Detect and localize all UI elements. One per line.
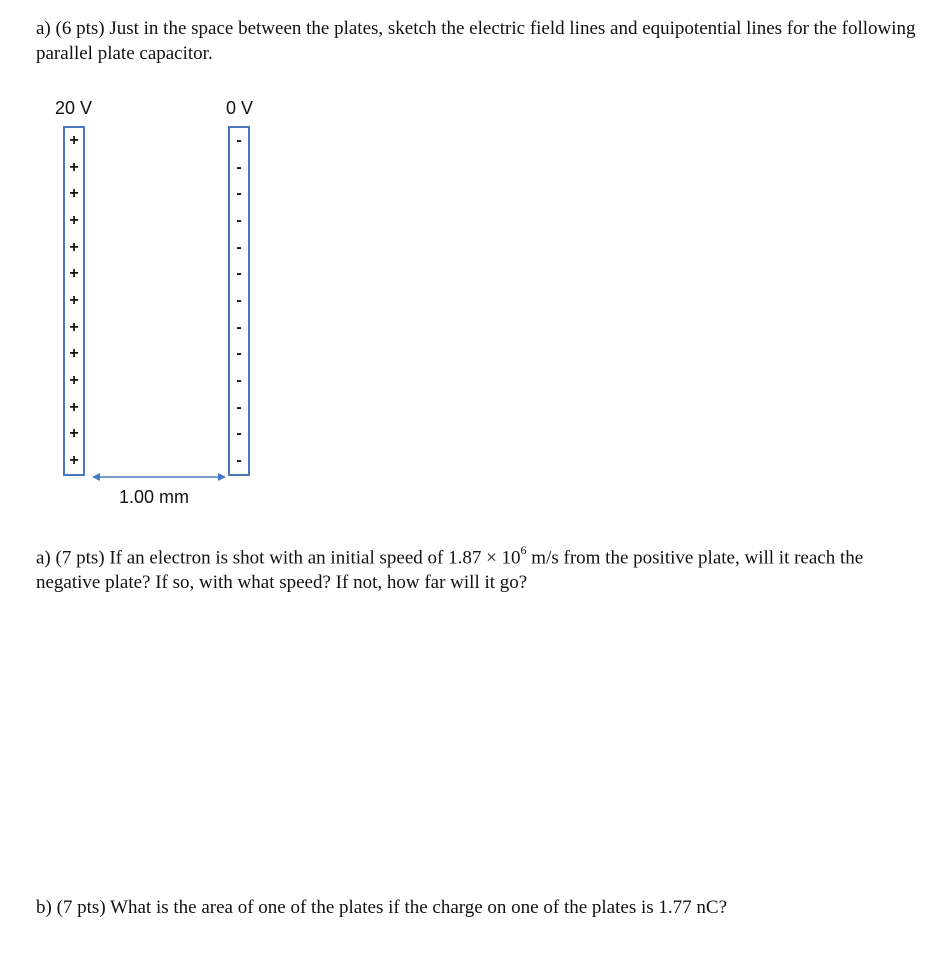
- negative-charge: -: [236, 318, 242, 336]
- positive-charge: +: [69, 185, 79, 203]
- plate-separation-label: 1.00 mm: [119, 487, 190, 507]
- positive-charge: +: [69, 265, 79, 283]
- negative-charge: -: [236, 265, 242, 283]
- negative-charge: -: [236, 371, 242, 389]
- question-electron-text-end: m/s from the positive plate, will it reach the negative plate? If so, with what speed? If not, how far will it go?: [36, 547, 864, 594]
- positive-charge: +: [69, 318, 79, 336]
- arrow-head-left-icon: [92, 473, 100, 481]
- negative-charge: -: [236, 158, 242, 176]
- positive-charge: +: [69, 132, 79, 149]
- arrow-head-right-icon: [218, 473, 226, 481]
- positive-charge: +: [69, 291, 79, 309]
- question-electron-text-start: a) (7 pts) If an electron is shot with an initial speed of 1.87 × 10: [36, 547, 521, 569]
- negative-charge: -: [236, 451, 242, 469]
- positive-charge: +: [69, 158, 79, 176]
- negative-charge: -: [236, 398, 242, 416]
- positive-charge: +: [69, 238, 79, 256]
- positive-charge: +: [69, 345, 79, 363]
- negative-charge: -: [236, 211, 242, 229]
- left-plate-voltage: 20 V: [55, 98, 93, 118]
- question-a-field-lines: [36, 16, 916, 66]
- question-electron-exponent: 6: [520, 543, 527, 557]
- negative-charge: -: [236, 132, 242, 149]
- negative-charge: -: [236, 185, 242, 203]
- question-b-area: [36, 895, 916, 920]
- negative-charge: -: [236, 238, 242, 256]
- question-a-text: a) (6 pts) Just in the space between the plates, sketch the electric field lines and equipotential lines for the following parallel plate capacitor.: [36, 18, 916, 64]
- positive-charge: +: [69, 398, 79, 416]
- positive-charge: +: [69, 425, 79, 443]
- negative-charge: -: [236, 425, 242, 443]
- negative-plate: [228, 126, 250, 476]
- separation-arrow: [92, 470, 232, 484]
- positive-charge: +: [69, 451, 79, 469]
- positive-plate: [63, 126, 85, 476]
- negative-charge: -: [236, 291, 242, 309]
- question-b-text: b) (7 pts) What is the area of one of the plates if the charge on one of the plates is 1.77 nC?: [36, 897, 728, 918]
- question-a-electron: [36, 540, 916, 595]
- positive-charge: +: [69, 371, 79, 389]
- negative-charge: -: [236, 345, 242, 363]
- right-plate-voltage: 0 V: [226, 98, 254, 118]
- positive-charge: +: [69, 211, 79, 229]
